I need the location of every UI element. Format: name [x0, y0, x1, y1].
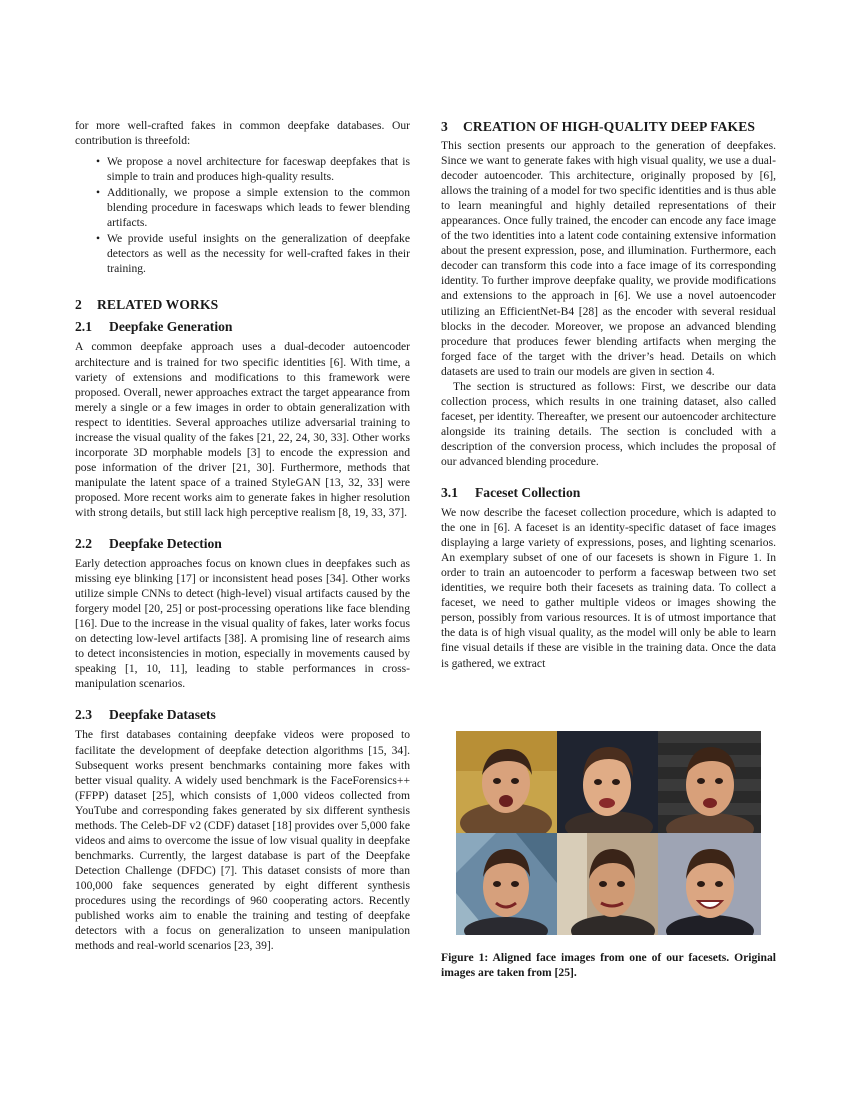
section-number: 3	[441, 119, 448, 134]
section-heading-creation	[441, 118, 776, 135]
subsection-heading-faceset	[441, 484, 776, 501]
subsection-number: 3.1	[441, 485, 458, 501]
list-item: • We provide useful insights on the generalization of deepfake detectors as well as the necessity for well-crafted fakes in their training.	[107, 231, 410, 276]
figure-caption: Figure 1: Aligned face images from one of our facesets. Original images are taken from [25].	[441, 951, 776, 980]
subsection-number: 2.3	[75, 707, 92, 723]
generation-paragraph: A common deepfake approach uses a dual-decoder autoencoder architecture and is trained for two specific identities [6]. With time, a variety of extensions and modifications to this framework were proposed. Overall, newer approaches extract the target appearance from merely a single or a few images in order to obtain generalization with respect to identities. Several approaches utilize adversarial training to increase the visual quality of the fakes [21, 22, 24, 30, 33]. Other works incorporate 3D morphable models [3] to encode the expression and pose information of the driver [21, 30]. Furthermore, methods that manipulate the latent space of a trained StyleGAN [13, 32, 33] were proposed. More recent works aim to generate fakes in higher resolution with strong details, but still lack high perceptive realism [8, 19, 33, 37].	[75, 340, 410, 519]
section-heading-related-works	[75, 296, 410, 313]
section-title: CREATION OF HIGH-QUALITY DEEP FAKES	[463, 119, 756, 134]
datasets-paragraph: The first databases containing deepfake videos were proposed to facilitate the development of deepfake detection algorithms [15, 34]. Subsequent works present benchmarks containing more fakes with better visual quality. A widely used benchmark is the FaceForensics++ (FFPP) dataset [25], which consists of 1,000 videos collected from YouTube and corresponding fakes generated by six different synthesis methods. The Celeb-DF v2 (CDF) dataset [18] provides over 5,000 fake videos and aims to overcome the issue of low visual quality in deepfake benchmarks. Currently, the largest database is part of the Deepfake Detection Challenge (DFDC) [7]. This dataset consists of more than 100,000 fake sequences generated by eight different synthesis procedures using the recordings of 960 cooperating actors. Recently published works aim to enable the training and testing of deepfake detectors with a focus on generalization to unseen manipulation methods and real-world scenarios [23, 39].	[75, 728, 410, 953]
intro-paragraph: for more well-crafted fakes in common deepfake databases. Our contribution is threefold:	[75, 119, 410, 148]
subsection-heading-datasets	[75, 706, 410, 723]
face-image	[456, 833, 557, 935]
section-title: RELATED WORKS	[97, 297, 219, 313]
face-image	[658, 833, 761, 935]
subsection-number: 2.2	[75, 536, 92, 552]
figure-face-grid	[456, 731, 761, 935]
creation-paragraph-1: This section presents our approach to the generation of deepfakes. Since we want to generate fakes with high visual quality, we use a dual-decoder autoencoder. This architecture, originally proposed by [6], allows the training of a model for two specific identities and is thus able to learn meaningful and highly detailed representations of their appearances. Once fully trained, the encoder can encode any face image of the two identities into a latent code containing extensive information about the present expression, pose, and illumination. Furthermore, each decoder can transform this code into a face image of its corresponding identity. To further improve deepfake quality, we provide modifications and extensions to the approach in [6]. We use a novel autoencoder utilizing an EfficientNet-B4 [28] as the encoder with several residual blocks in the decoder. Moreover, we propose an advanced blending procedure that produces fewer blending artifacts when merging the forged face of the target with the driver’s head. Details on which datasets are used to train our models are given in section 4.	[441, 139, 776, 378]
section-number: 2	[75, 297, 82, 313]
creation-paragraph-2: The section is structured as follows: First, we describe our data collection process, which results in one training dataset, also called faceset, per identity. Thereafter, we present our autoencoder architecture alongside its training details. The section is concluded with a description of the conversion process, which includes the proposal of our advanced blending procedure.	[441, 379, 776, 468]
right-column	[441, 118, 776, 671]
faceset-paragraph: We now describe the faceset collection procedure, which is adapted to the one in [6]. A faceset is an identity-specific dataset of face images displaying a large variety of expressions, poses, and lighting scenarios. An exemplary subset of one of our facesets is shown in Figure 1. In order to train an autoencoder to perform a faceswap between two set identities, we require both their facesets as training data. To collect a faceset, we need to gather multiple videos or images showing the person, possibly from various resources. It is of utmost importance that the data is of high visual quality, as the model will only be able to learn fine visual details if these are visible in the training data. Once the data is gathered, we extract	[441, 506, 776, 670]
left-column	[75, 118, 410, 953]
subsection-title: Deepfake Generation	[109, 319, 233, 335]
list-item: • Additionally, we propose a simple extension to the common blending procedure in faceswaps which leads to fewer blending artifacts.	[107, 185, 410, 230]
face-image	[557, 833, 658, 935]
subsection-title: Deepfake Datasets	[109, 707, 216, 723]
contribution-list	[75, 154, 410, 276]
face-image	[658, 731, 761, 833]
face-image	[557, 731, 658, 833]
subsection-title: Faceset Collection	[475, 485, 581, 501]
subsection-title: Deepfake Detection	[109, 536, 222, 552]
face-image	[456, 731, 557, 833]
subsection-heading-generation	[75, 318, 410, 335]
subsection-number: 2.1	[75, 319, 92, 335]
detection-paragraph: Early detection approaches focus on known clues in deepfakes such as missing eye blinking [17] or inconsistent head poses [34]. Other works utilize simple CNNs to detect (high-level) visual artifacts caused by the forgery model [20, 25] or post-processing operations like face blending [16]. Due to the increase in the visual quality of fakes, later works focus on detecting low-level artifacts [38]. A promising line of research aims to detect inconsistencies in motion, especially in movements caused by speaking [1, 10, 11], leading to stable performances in cross-manipulation scenarios.	[75, 557, 410, 691]
subsection-heading-detection	[75, 535, 410, 552]
list-item: • We propose a novel architecture for faceswap deepfakes that is simple to train and produces high-quality results.	[107, 154, 410, 184]
